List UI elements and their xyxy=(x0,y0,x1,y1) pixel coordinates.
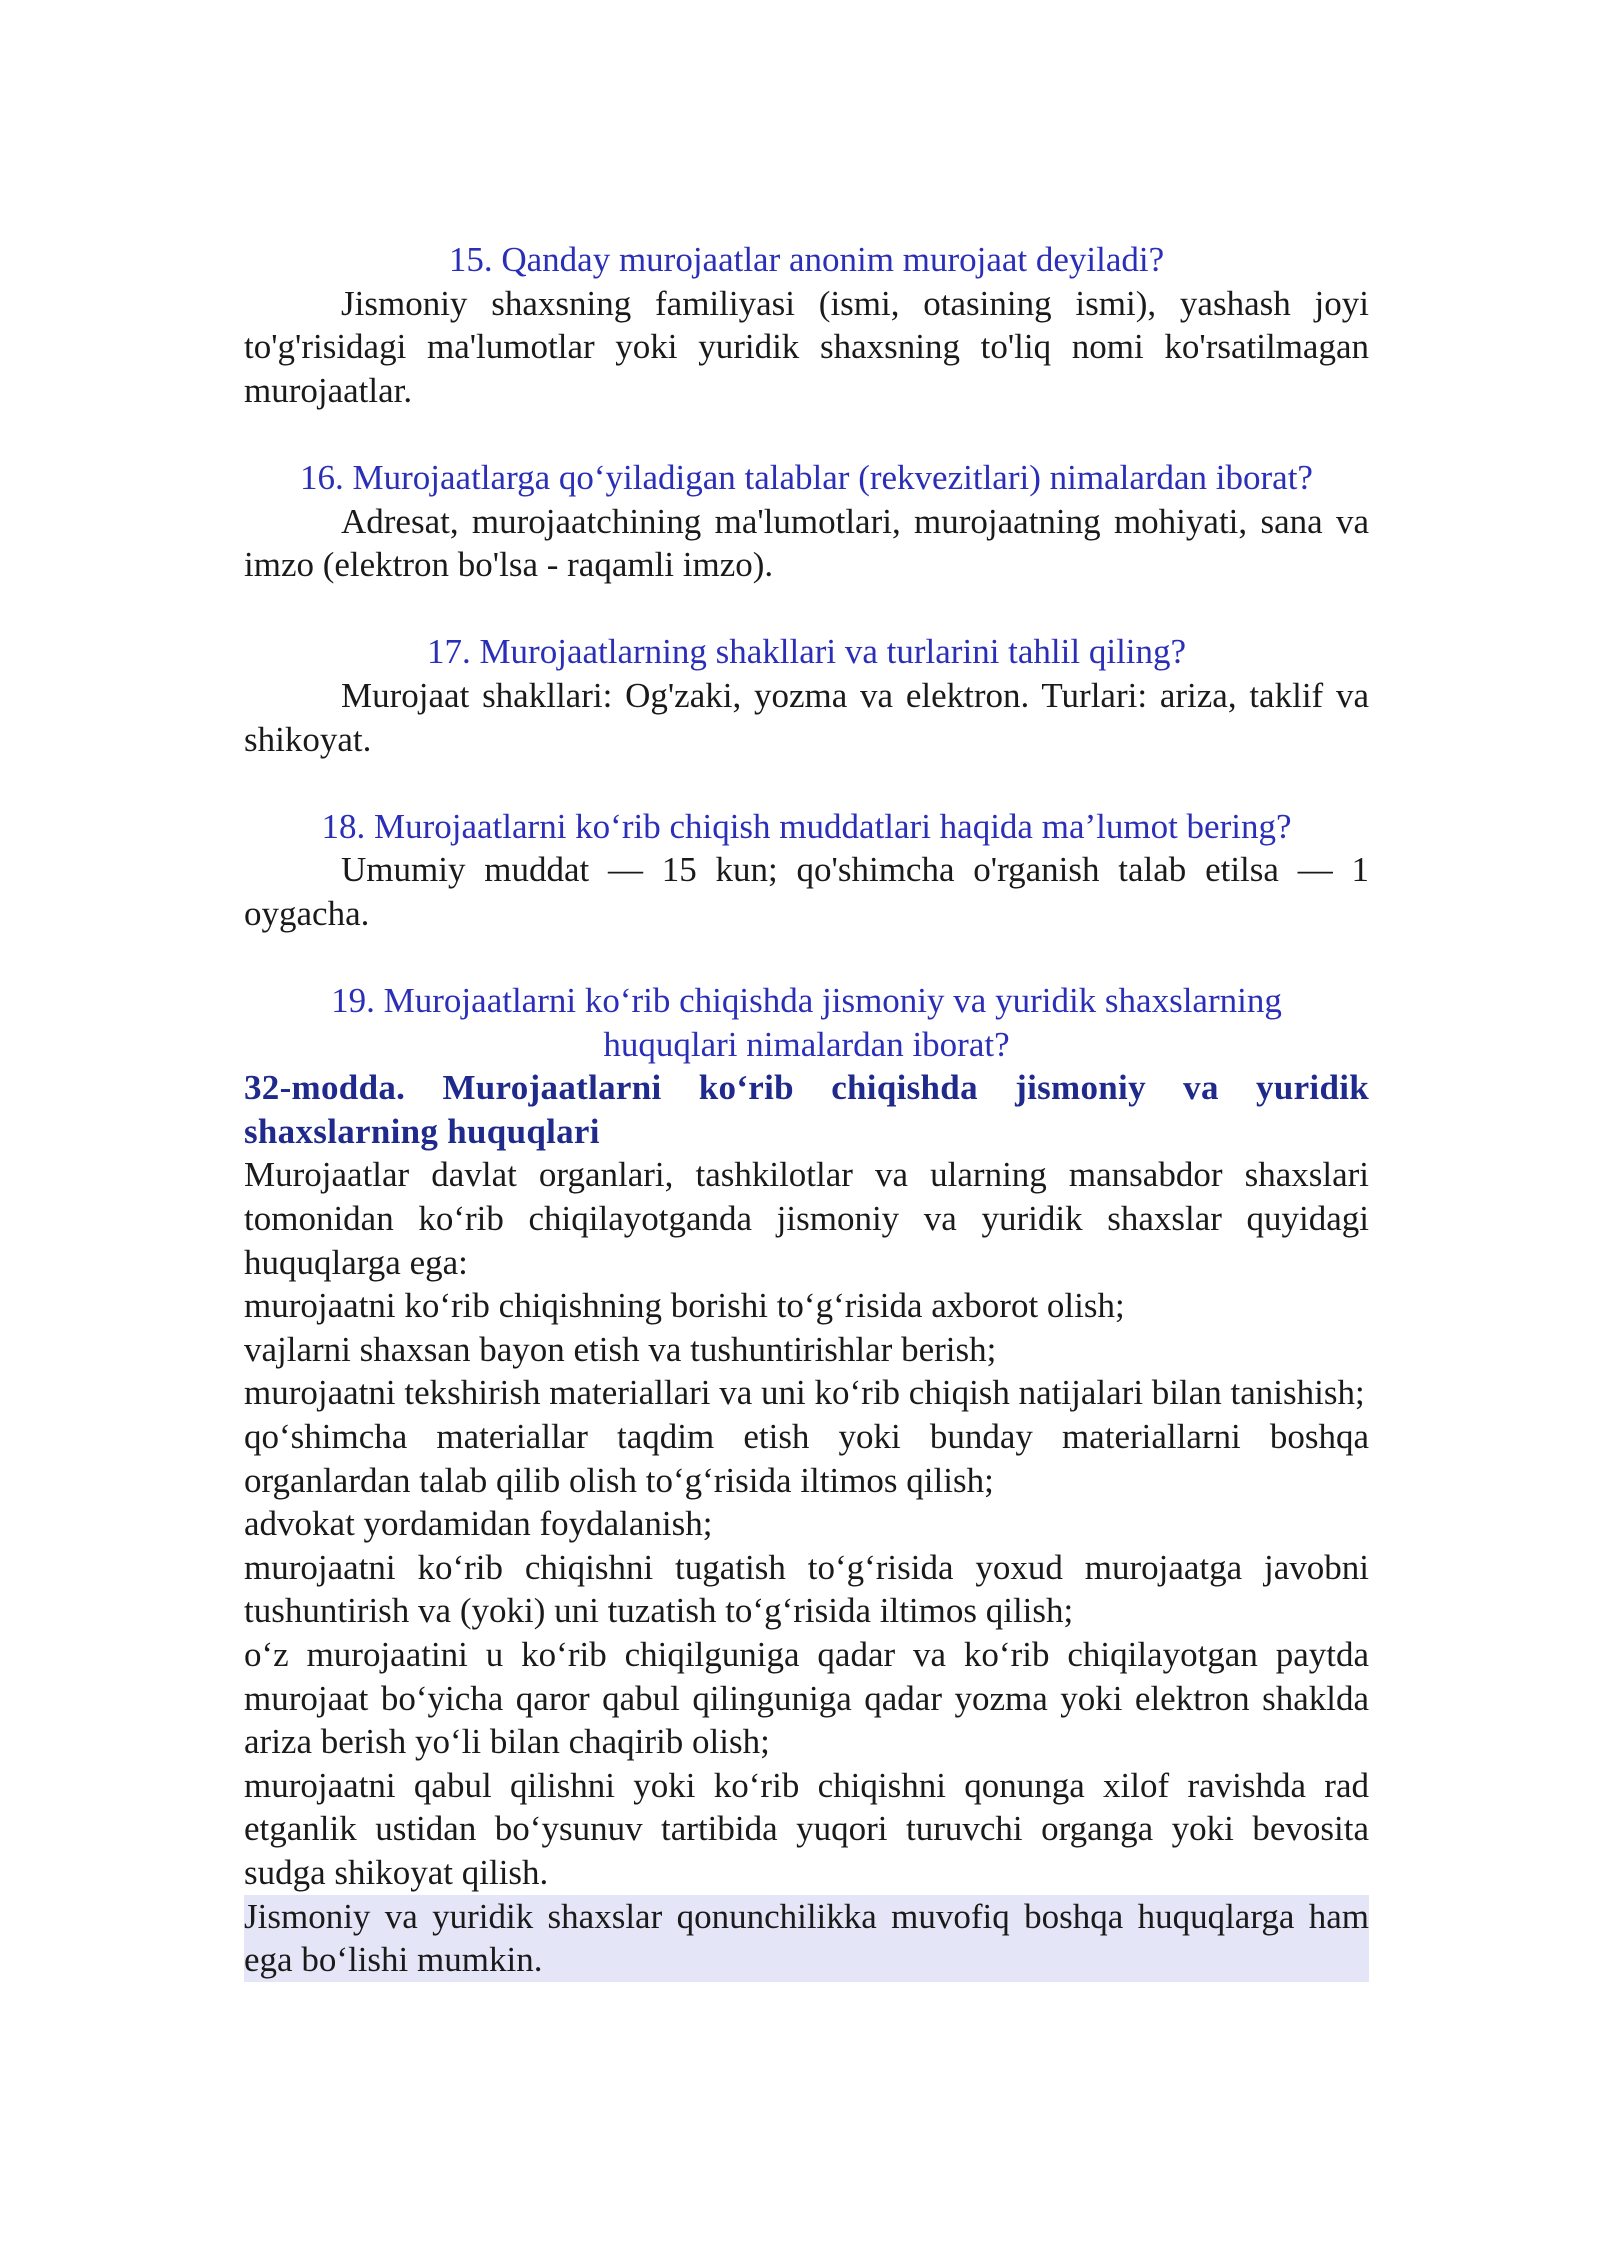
article-32 xyxy=(244,1066,1369,1981)
article-paragraph: murojaatni ko‘rib chiqishni tugatish to‘g‘risida yoxud murojaatga javobni tushuntirish va (yoki) uni tuzatish to‘g‘risida iltimos qilish; xyxy=(244,1547,1369,1631)
document-page xyxy=(244,238,1369,1982)
article-paragraph: murojaatni ko‘rib chiqishning borishi to‘g‘risida axborot olish; xyxy=(244,1286,1125,1326)
article-paragraph: murojaatni tekshirish materiallari va uni ko‘rib chiqish natijalari bilan tanishish; xyxy=(244,1373,1365,1413)
article-paragraph: qo‘shimcha materiallar taqdim etish yoki bunday materiallarni boshqa organlardan talab qilib olish to‘g‘risida iltimos qilish; xyxy=(244,1417,1369,1500)
spacer xyxy=(244,412,1369,456)
spacer xyxy=(244,587,1369,631)
spacer xyxy=(244,761,1369,805)
answer-18: Umumiy muddat — 15 kun; qo'shimcha o'rganish talab etilsa — 1 oygacha. xyxy=(244,850,1369,933)
question-16: 16. Murojaatlarga qo‘yiladigan talablar (rekvezitlari) nimalardan iborat? xyxy=(300,457,1313,497)
article-paragraph: murojaatni qabul qilishni yoki ko‘rib chiqishni qonunga xilof ravishda rad etganlik ustidan bo‘ysunuv tartibida yuqori turuvchi organga yoki bevosita sudga shikoyat qilish. xyxy=(244,1765,1369,1892)
question-15: 15. Qanday murojaatlar anonim murojaat deyiladi? xyxy=(448,240,1165,279)
question-19 xyxy=(244,979,1369,1066)
article-paragraph: o‘z murojaatini u ko‘rib chiqilguniga qadar va ko‘rib chiqilayotgan paytda murojaat bo‘yicha qaror qabul qilinguniga qadar yozma yoki elektron shaklda ariza berish yo‘li bilan chaqirib olish; xyxy=(244,1635,1369,1762)
answer-17: Murojaat shakllari: Og'zaki, yozma va elektron. Turlari: ariza, taklif va shikoyat. xyxy=(244,675,1369,759)
spacer xyxy=(244,936,1369,980)
question-18: 18. Murojaatlarni ko‘rib chiqish muddatlari haqida ma’lumot bering? xyxy=(321,806,1292,846)
answer-15: Jismoniy shaxsning familiyasi (ismi, otasining ismi), yashash joyi to'g'risidagi ma'lumotlar yoki yuridik shaxsning to'liq nomi ko'rsatilmagan murojaatlar. xyxy=(244,283,1369,410)
article-paragraph: Murojaatlar davlat organlari, tashkilotlar va ularning mansabdor shaxslari tomonidan ko‘rib chiqilayotganda jismoniy va yuridik shaxslar quyidagi huquqlarga ega: xyxy=(244,1155,1369,1282)
article-paragraph: vajlarni shaxsan bayon etish va tushuntirishlar berish; xyxy=(244,1329,997,1369)
article-paragraph: advokat yordamidan foydalanish; xyxy=(244,1504,713,1544)
question-19-line-1: 19. Murojaatlarni ko‘rib chiqishda jismoniy va yuridik shaxslarning xyxy=(331,981,1282,1021)
question-17: 17. Murojaatlarning shakllari va turlarini tahlil qiling? xyxy=(426,632,1187,672)
answer-16: Adresat, murojaatchining ma'lumotlari, murojaatning mohiyati, sana va imzo (elektron bo'lsa - raqamli imzo). xyxy=(244,501,1369,585)
question-19-line-2: huquqlari nimalardan iborat? xyxy=(603,1024,1010,1064)
highlighted-paragraph: Jismoniy va yuridik shaxslar qonunchilikka muvofiq boshqa huquqlarga ham ega bo‘lishi mumkin. xyxy=(244,1895,1369,1982)
article-title: 32-modda. Murojaatlarni ko‘rib chiqishda jismoniy va yuridik shaxslarning huquqlari xyxy=(244,1068,1369,1151)
